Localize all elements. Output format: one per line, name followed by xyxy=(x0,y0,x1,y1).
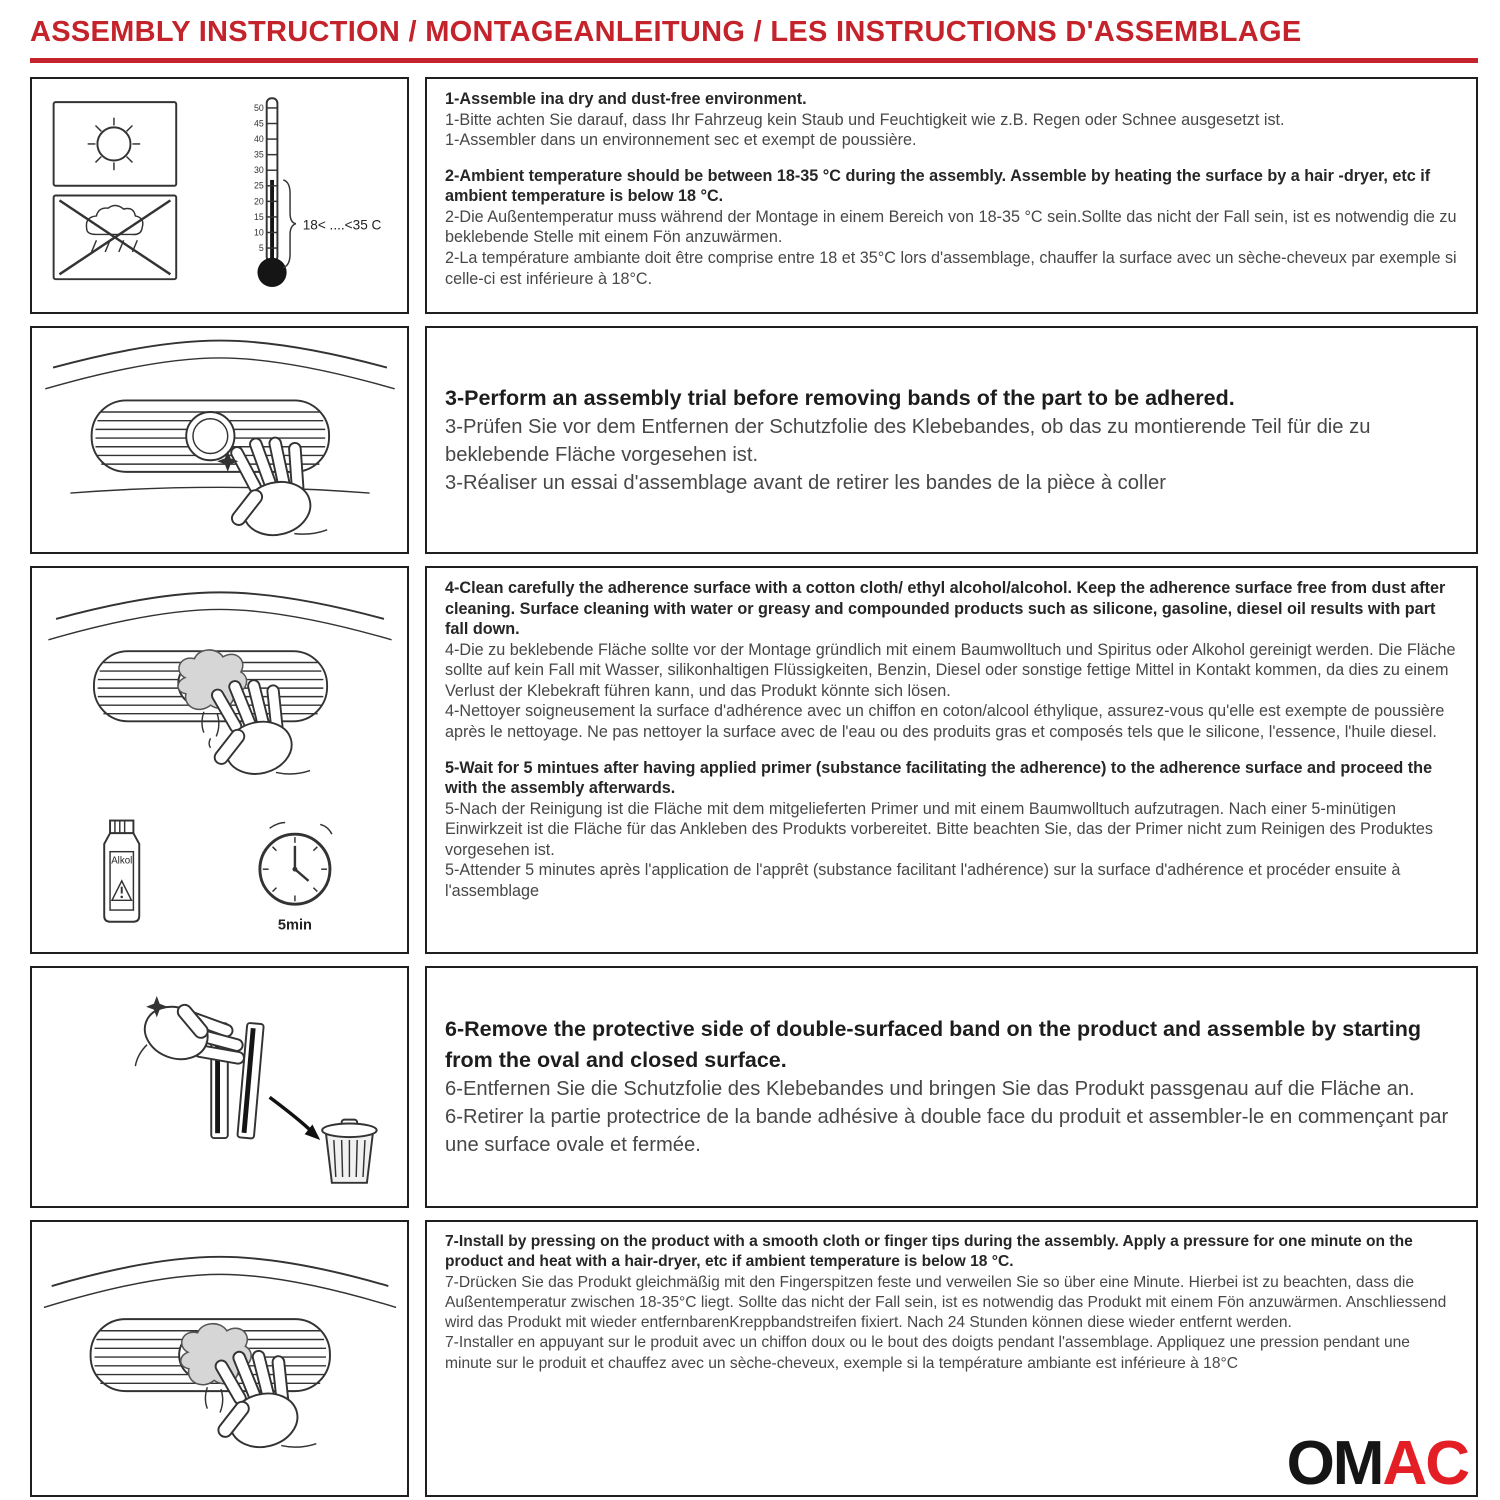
trash-can-icon xyxy=(322,1120,376,1183)
instruction-text: 6-Retirer la partie protectrice de la bande adhésive à double face du produit et assembler-le en commençant par une surface ovale et fermée. xyxy=(445,1105,1449,1157)
svg-text:25: 25 xyxy=(253,180,264,191)
press-illustration xyxy=(30,1220,409,1497)
omac-logo xyxy=(1286,1429,1468,1498)
tape-trash-icon xyxy=(40,971,400,1203)
instruction-text-3 xyxy=(425,566,1478,954)
instruction-text: 3-Perform an assembly trial before removing bands of the part to be adhered. xyxy=(445,385,1235,410)
temperature-range-label: 18< ....<35 C xyxy=(302,217,381,233)
alcohol-bottle-icon xyxy=(104,820,139,921)
clock-icon xyxy=(259,822,331,933)
bottle-label: Alkol xyxy=(110,855,132,867)
car-grille-press-icon xyxy=(40,1233,400,1485)
instruction-text: 2-Die Außentemperatur muss während der Montage in einem Bereich von 18-35 °C sein.Sollte das nicht der Fall sein, ist es notwendig die zu beklebende Stelle mit einem Fön anzuwärmen. xyxy=(445,207,1457,247)
instruction-text: 2-Ambient temperature should be between 18-35 °C during the assembly. Assemble by heating the surface by a hair -dryer, etc if ambient temperature is below 18 °C. xyxy=(445,166,1431,206)
svg-text:15: 15 xyxy=(253,211,264,222)
grille-trial-illustration xyxy=(30,326,409,554)
instruction-text-2 xyxy=(425,326,1478,554)
clock-label: 5min xyxy=(277,917,312,934)
instruction-text: 4-Clean carefully the adherence surface with a cotton cloth/ ethyl alcohol/alcohol. Keep the adherence surface free from dust after cleaning. Surface cleaning with water or greasy and compounded products such as silicone, gasoline, diesel oil results with part fall down. xyxy=(445,579,1446,639)
logo-black-part: OM xyxy=(1286,1429,1383,1498)
environment-temperature-icon xyxy=(40,85,400,307)
content xyxy=(30,77,1478,1497)
instruction-row-2 xyxy=(30,326,1478,554)
instruction-text: 1-Assembler dans un environnement sec et exempt de poussière. xyxy=(445,131,917,150)
tape-removal-illustration xyxy=(30,966,409,1208)
instruction-text: 3-Prüfen Sie vor dem Entfernen der Schutzfolie des Klebebandes, ob das zu montierende Teil für die zu beklebende Fläche vorgesehen ist. xyxy=(445,415,1371,466)
thermometer-scale xyxy=(254,102,264,252)
instruction-text-4 xyxy=(425,966,1478,1208)
car-grille-clean-icon xyxy=(40,581,400,799)
no-rain-icon xyxy=(53,195,176,279)
svg-text:45: 45 xyxy=(253,117,264,128)
svg-text:30: 30 xyxy=(253,164,264,175)
logo-red-part: AC xyxy=(1382,1429,1468,1498)
instruction-text: 7-Drücken Sie das Produkt gleichmäßig mit den Fingerspitzen feste und verweilen Sie so über eine Minute. Hierbei ist zu beachten, dass die Außentemperatur zwischen 18-35°C liegt. Sollte das nicht der Fall sein, ist es notwendig das Produkt mit einem Fön anzuwärmen. Anschliessend wird das Produkt mit wieder entfernbarenKreppbandstreifen fixiert. Nach 24 Stunden können diese wieder entfernt werden. xyxy=(445,1273,1447,1332)
cleaning-illustration xyxy=(30,566,409,954)
title-underline xyxy=(30,58,1478,63)
page-title: ASSEMBLY INSTRUCTION / MONTAGEANLEITUNG / LES INSTRUCTIONS D'ASSEMBLAGE xyxy=(30,16,1302,48)
svg-text:20: 20 xyxy=(253,195,264,206)
sun-icon xyxy=(53,102,176,186)
instruction-text: 7-Installer en appuyant sur le produit avec un chiffon doux ou le bout des doigts pendant l'assemblage. Appliquez une pression pendant une minute sur le produit et chauffez avec un sèche-cheveux, exemple si la température ambiante est inférieure à 18°C xyxy=(445,1334,1410,1372)
hand-icon xyxy=(135,996,245,1068)
instruction-text: 6-Remove the protective side of double-surfaced band on the product and assemble by starting from the oval and closed surface. xyxy=(445,1017,1422,1072)
instruction-row-3 xyxy=(30,566,1478,954)
instruction-text: 5-Nach der Reinigung ist die Fläche mit dem mitgelieferten Primer und mit einem Baumwolltuch aufzutragen. Nach einer 5-minütigen Einwirkzeit ist die Fläche für das Ankleben des Produkts vorbereitet. Bitte beachten Sie, das der Primer nicht zum Reinigen des Produktes vorgesehen ist. xyxy=(445,799,1433,859)
arrow-icon xyxy=(269,1097,320,1140)
primer-wait-icon xyxy=(40,813,400,939)
instruction-text: 4-Die zu beklebende Fläche sollte vor der Montage gründlich mit einem Baumwolltuch und Spiritus oder Alkohol gereinigt werden. Die Fläche sollte auf kein Fall mit Wasser, silikonhaltigen Flüssigkeiten, Benzin, Diesel oder sonstige fettige Mittel in Kontakt kommen, da dies zu einem Verlust der Klebekraft führen kann, und das Produkt könnte sich lösen. xyxy=(445,640,1456,700)
svg-text:40: 40 xyxy=(253,133,264,144)
svg-text:35: 35 xyxy=(253,149,264,160)
instruction-text: 3-Réaliser un essai d'assemblage avant de retirer les bandes de la pièce à coller xyxy=(445,472,1166,495)
instruction-text-5 xyxy=(425,1220,1478,1497)
instruction-text: 7-Install by pressing on the product with a smooth cloth or finger tips during the assembly. Apply a pressure for one minute on the product and heat with a hair-dryer, etc if ambient temperature is below 18 °C. xyxy=(445,1233,1413,1271)
instruction-text: 2-La température ambiante doit être comprise entre 18 et 35°C lors d'assemblage, chauffer la surface avec un sèche-cheveux par exemple si celle-ci est inférieure à 18°C. xyxy=(445,248,1457,288)
thermometer-icon xyxy=(254,98,382,287)
instruction-text: 6-Entfernen Sie die Schutzfolie des Klebebandes und bringen Sie das Produkt passgenau auf die Fläche an. xyxy=(445,1077,1415,1100)
instruction-row-1 xyxy=(30,77,1478,314)
svg-text:50: 50 xyxy=(253,102,264,113)
instruction-text: 5-Attender 5 minutes après l'application de l'apprêt (substance facilitant l'adhérence) sur la surface d'adhérence et procéder ensuite à l'assemblage xyxy=(445,861,1401,900)
instruction-text: 4-Nettoyer soigneusement la surface d'adhérence avec un chiffon en coton/alcool éthylique, assurez-vous qu'elle est exempte de poussière après le nettoyage. Ne pas nettoyer la surface avec de l'eau ou des produits gras et composés tels que le silicone, l'essence, l'huile diesel. xyxy=(445,702,1445,741)
instruction-text-1 xyxy=(425,77,1478,314)
instruction-text: 1-Bitte achten Sie darauf, dass Ihr Fahrzeug kein Staub und Feuchtigkeit wie z.B. Regen oder Schnee ausgesetzt ist. xyxy=(445,110,1285,129)
svg-text:5: 5 xyxy=(258,242,264,253)
instruction-row-5 xyxy=(30,1220,1478,1497)
environment-illustration xyxy=(30,77,409,314)
svg-text:10: 10 xyxy=(253,226,264,237)
instruction-text: 5-Wait for 5 mintues after having applied primer (substance facilitating the adherence) to the adherence surface and proceed the with the assembly afterwards. xyxy=(445,758,1433,798)
instruction-row-4 xyxy=(30,966,1478,1208)
car-grille-hand-icon xyxy=(40,329,400,551)
instruction-text: 1-Assemble ina dry and dust-free environment. xyxy=(445,90,807,108)
